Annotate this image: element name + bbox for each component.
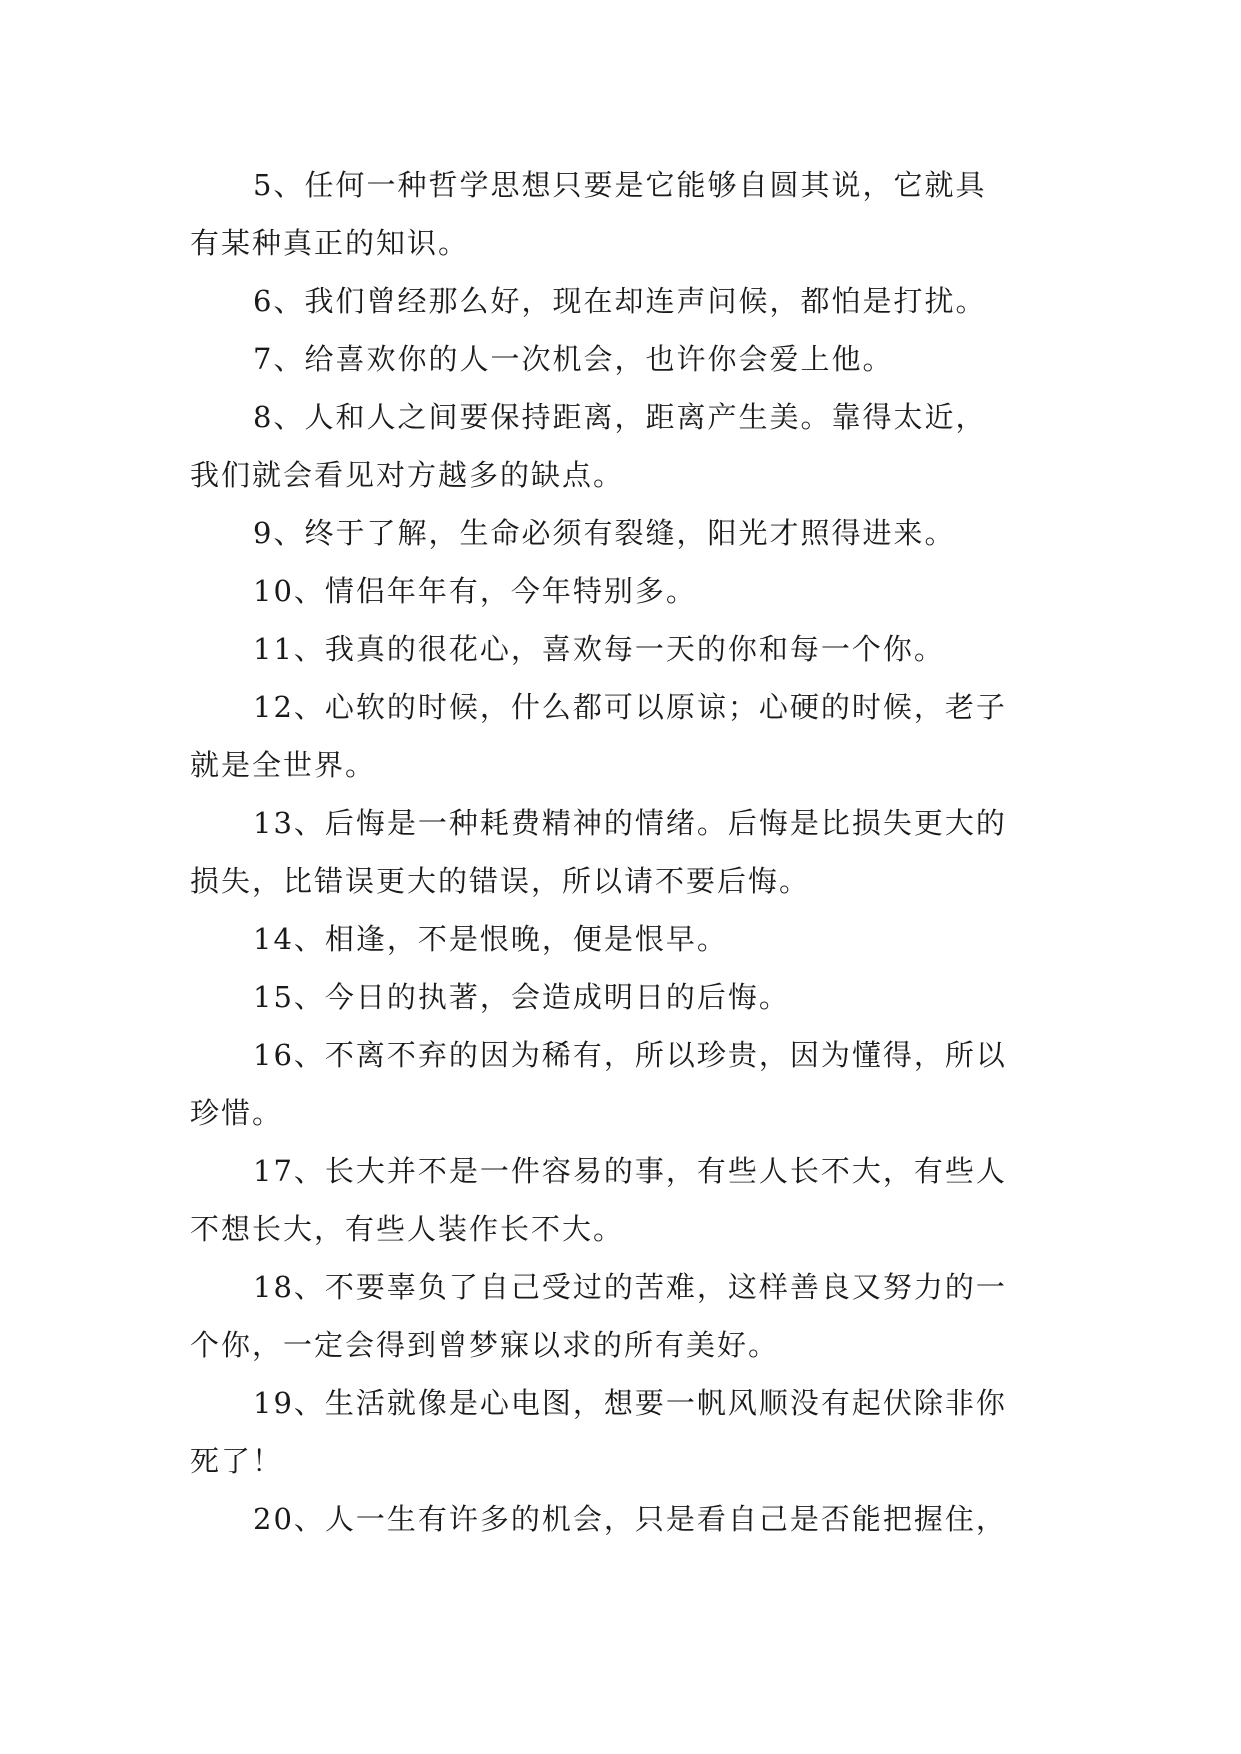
paragraph-line: 7、给喜欢你的人一次机会，也许你会爱上他。	[253, 342, 894, 376]
paragraph-line: 14、相逢，不是恨晚，便是恨早。	[253, 922, 728, 956]
paragraph-line: 死了！	[190, 1444, 284, 1478]
document-body	[190, 156, 1050, 1548]
paragraph-line: 16、不离不弃的因为稀有，所以珍贵，因为懂得，所以	[253, 1038, 1007, 1072]
paragraph-line: 10、情侣年年有，今年特别多。	[253, 574, 697, 608]
paragraph-18	[190, 1258, 1050, 1374]
paragraph-20	[190, 1490, 1050, 1548]
paragraph-line: 18、不要辜负了自己受过的苦难，这样善良又努力的一	[253, 1270, 1007, 1304]
paragraph-line: 6、我们曾经那么好，现在却连声问候，都怕是打扰。	[253, 284, 987, 318]
paragraph-12	[190, 678, 1050, 794]
paragraph-line: 8、人和人之间要保持距离，距离产生美。靠得太近，	[253, 400, 987, 434]
paragraph-line: 不想长大，有些人装作长不大。	[190, 1212, 625, 1246]
paragraph-7	[190, 330, 1050, 388]
paragraph-line: 13、后悔是一种耗费精神的情绪。后悔是比损失更大的	[253, 806, 1007, 840]
paragraph-16	[190, 1026, 1050, 1142]
paragraph-5	[190, 156, 1050, 272]
paragraph-line: 11、我真的很花心，喜欢每一天的你和每一个你。	[253, 632, 945, 666]
paragraph-19	[190, 1374, 1050, 1490]
paragraph-13	[190, 794, 1050, 910]
paragraph-17	[190, 1142, 1050, 1258]
paragraph-line: 就是全世界。	[190, 748, 377, 782]
paragraph-line: 有某种真正的知识。	[190, 226, 470, 260]
paragraph-14	[190, 910, 1050, 968]
paragraph-11	[190, 620, 1050, 678]
paragraph-line: 15、今日的执著，会造成明日的后悔。	[253, 980, 790, 1014]
paragraph-line: 17、长大并不是一件容易的事，有些人长不大，有些人	[253, 1154, 1007, 1188]
paragraph-6	[190, 272, 1050, 330]
paragraph-line: 个你，一定会得到曾梦寐以求的所有美好。	[190, 1328, 780, 1362]
paragraph-10	[190, 562, 1050, 620]
paragraph-line: 20、人一生有许多的机会，只是看自己是否能把握住，	[253, 1502, 1007, 1536]
paragraph-line: 5、任何一种哲学思想只要是它能够自圆其说，它就具	[253, 168, 987, 202]
paragraph-15	[190, 968, 1050, 1026]
paragraph-line: 损失，比错误更大的错误，所以请不要后悔。	[190, 864, 811, 898]
paragraph-line: 19、生活就像是心电图，想要一帆风顺没有起伏除非你	[253, 1386, 1007, 1420]
paragraph-line: 我们就会看见对方越多的缺点。	[190, 458, 625, 492]
paragraph-8	[190, 388, 1050, 504]
paragraph-9	[190, 504, 1050, 562]
paragraph-line: 9、终于了解，生命必须有裂缝，阳光才照得进来。	[253, 516, 956, 550]
paragraph-line: 12、心软的时候，什么都可以原谅；心硬的时候，老子	[253, 690, 1007, 724]
paragraph-line: 珍惜。	[190, 1096, 284, 1130]
